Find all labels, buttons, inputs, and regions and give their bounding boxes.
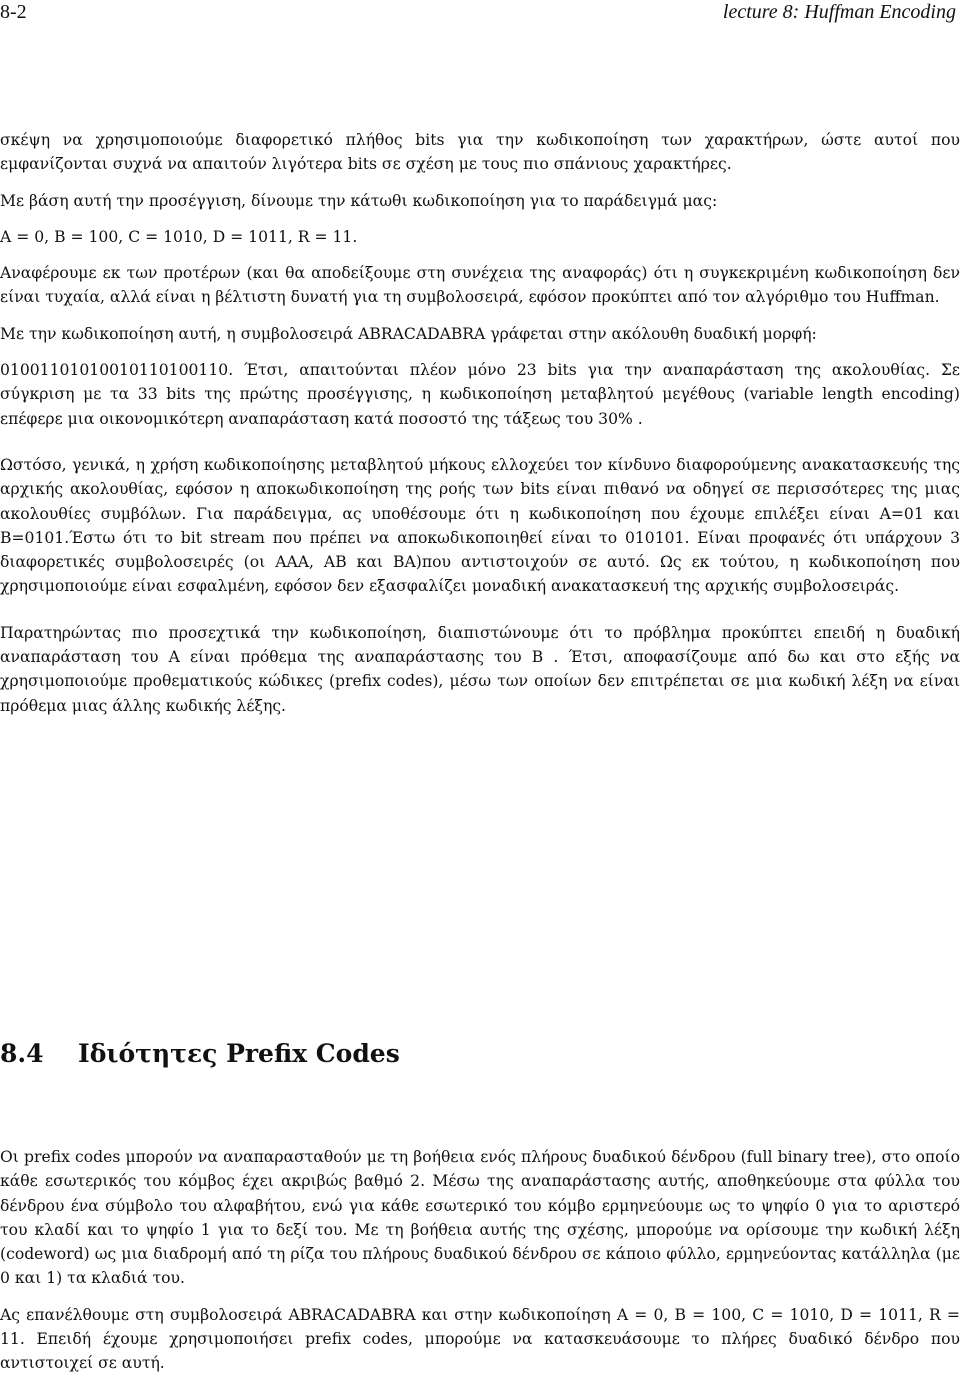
paragraph: Αναφέρουμε εκ των προτέρων (και θα αποδείξουμε στη συνέχεια της αναφοράς) ότι η συγκεκριμένη κωδικοποίηση δεν είναι τυχαία, αλλά είναι η βέλτιστη δυνατή για τη συμβολοσειρά, εφόσον προκύπτει από τον αλγόριθμο του Huffman. xyxy=(0,264,960,307)
body-text-bottom xyxy=(0,1145,960,1388)
running-header xyxy=(0,0,960,24)
section-title: Ιδιότητες Prefix Codes xyxy=(78,1039,400,1068)
running-title: lecture 8: Huffman Encoding xyxy=(722,1,956,23)
paragraph: Οι prefix codes μπορούν να αναπαρασταθούν με τη βοήθεια ενός πλήρους δυαδικού δένδρου (full binary tree), στο οποίο κάθε εσωτερικός του κόμβος έχει ακριβώς βαθμό 2. Μέσω της αναπαράστασης αυτής, αποθηκεύουμε στα φύλλα του δένδρου ένα σύμβολο του αλφαβήτου, ενώ για κάθε εσωτερικό του κόμβο ερμηνεύουμε ως το ψηφίο 0 για το αριστερό του κλαδί και το ψηφίο 1 για το δεξί του. Με τη βοήθεια αυτής της σχέσης, μπορούμε να ορίσουμε την κωδική λέξη (codeword) ως μια διαδρομή από τη ρίζα του πλήρους δυαδικού δένδρου σε κάποιο φύλλο, ερμηνεύοντας κατάλληλα (με 0 και 1) τα κλαδιά του. xyxy=(0,1148,960,1288)
paragraph: Παρατηρώντας πιο προσεχτικά την κωδικοποίηση, διαπιστώνουμε ότι το πρόβλημα προκύπτει επειδή η δυαδική αναπαράσταση του A είναι πρόθεμα της αναπαράστασης του B . Έτσι, αποφασίζουμε από δω και στο εξής να χρησιμοποιούμε προθεματικούς κώδικες (prefix codes), μέσω των οποίων δεν επιτρέπεται σε μια κωδική λέξη να είναι πρόθεμα μιας άλλης κωδικής λέξης. xyxy=(0,623,960,715)
paragraph: σκέψη να χρησιμοποιούμε διαφορετικό πλήθος bits για την κωδικοποίηση των χαρακτήρων, ώστε αυτοί που εμφανίζονται συχνά να απαιτούν λιγότερα bits σε σχέση με τους πιο σπάνιους χαρακτήρες. xyxy=(0,131,960,174)
paragraph: Ας επανέλθουμε στη συμβολοσειρά ABRACADABRA και στην κωδικοποίηση A = 0, B = 100, C = 1010, D = 1011, R = 11. Επειδή έχουμε χρησιμοποιήσει prefix codes, μπορούμε να κατασκευάσουμε το πλήρες δυαδικό δένδρο που αντιστοιχεί σε αυτή. xyxy=(0,1305,960,1373)
paragraph: 01001101010010110100110. Έτσι, απαιτούνται πλέον μόνο 23 bits για την αναπαράσταση της ακολουθίας. Σε σύγκριση με τα 33 bits της πρώτης προσέγγισης, η κωδικοποίηση μεταβλητού μεγέθους (variable length encoding) επέφερε μια οικονομικότερη αναπαράσταση κατά ποσοστό της τάξεως του 30% . xyxy=(0,361,960,428)
page-number: 8-2 xyxy=(0,1,27,23)
section-heading xyxy=(0,1038,960,1070)
paragraph: Με την κωδικοποίηση αυτή, η συμβολοσειρά ABRACADABRA γράφεται στην ακόλουθη δυαδική μορφή: xyxy=(0,324,817,343)
paragraph: A = 0, B = 100, C = 1010, D = 1011, R = 11. xyxy=(0,227,358,246)
paragraph: Ωστόσο, γενικά, η χρήση κωδικοποίησης μεταβλητού μήκους ελλοχεύει τον κίνδυνο διαφορούμενης ανακατασκευής της αρχικής ακολουθίας, εφόσον η αποκωδικοποίηση της ροής των bits είναι πιθανό να οδηγεί σε περισσότερες της μιας ακολουθίες συμβόλων. Για παράδειγμα, ας υποθέσουμε ότι η κωδικοποίηση που έχουμε επιλέξει είναι A=01 και B=0101.Έστω ότι το bit stream που πρέπει να αποκωδικοποιηθεί είναι το 010101. Είναι προφανές ότι υπάρχουν 3 διαφορετικές συμβολοσειρές (οι AAA, AB και BA)που αντιστοιχούν σε αυτό. Ως εκ τούτου, η κωδικοποίηση που χρησιμοποιούμε είναι εσφαλμένη, εφόσον δεν εξασφαλίζει μοναδική ανακατασκευή της αρχικής συμβολοσειράς. xyxy=(0,455,960,596)
paragraph: Με βάση αυτή την προσέγγιση, δίνουμε την κάτωθι κωδικοποίηση για το παράδειγμά μας: xyxy=(0,191,718,210)
section-number: 8.4 xyxy=(0,1039,44,1068)
body-text-top xyxy=(0,128,960,730)
